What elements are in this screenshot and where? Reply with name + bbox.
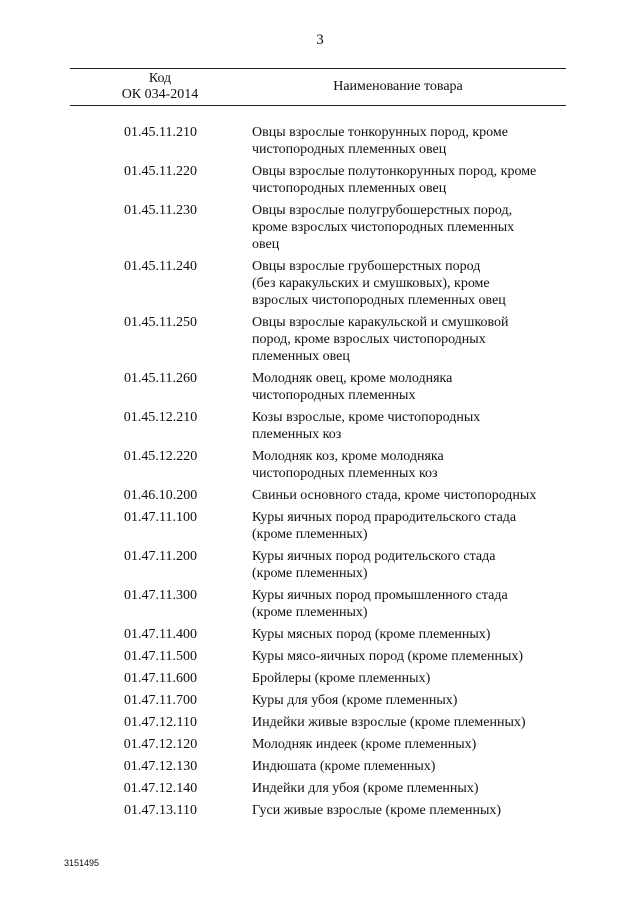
product-code: 01.45.11.220 bbox=[124, 164, 197, 179]
product-code: 01.45.11.230 bbox=[124, 203, 197, 218]
product-code: 01.47.12.130 bbox=[123, 759, 198, 774]
product-name: Куры яичных пород прародительского стада (кроме племенных) bbox=[252, 510, 517, 542]
product-name: Молодняк индеек (кроме племенных) bbox=[252, 737, 477, 752]
code-header-line-2: ОК 034-2014 bbox=[121, 87, 199, 102]
product-name: Молодняк овец, кроме молодняка чистопородных племенных bbox=[252, 371, 453, 403]
product-name: Индюшата (кроме племенных) bbox=[252, 759, 436, 774]
table-row bbox=[70, 314, 566, 365]
table-row bbox=[70, 202, 566, 253]
product-code: 01.45.12.210 bbox=[123, 410, 198, 425]
product-code: 01.47.12.140 bbox=[123, 781, 198, 796]
product-name: Куры мясо-яичных пород (кроме племенных) bbox=[252, 649, 524, 664]
product-code: 01.47.11.600 bbox=[124, 671, 197, 686]
table-body bbox=[70, 106, 566, 819]
product-code: 01.47.11.100 bbox=[124, 510, 197, 525]
product-code-table bbox=[70, 68, 566, 824]
product-code: 01.47.13.110 bbox=[124, 803, 197, 818]
product-code: 01.47.12.120 bbox=[123, 737, 198, 752]
table-row bbox=[70, 714, 566, 731]
product-code: 01.47.11.700 bbox=[124, 693, 197, 708]
table-row bbox=[70, 487, 566, 504]
product-code: 01.47.11.300 bbox=[124, 588, 197, 603]
code-header-line-1: Код bbox=[148, 71, 172, 86]
product-name: Бройлеры (кроме племенных) bbox=[252, 671, 431, 686]
table-row bbox=[70, 780, 566, 797]
product-name: Козы взрослые, кроме чистопородных племенных коз bbox=[252, 410, 481, 442]
table-row bbox=[70, 758, 566, 775]
product-code: 01.47.11.500 bbox=[124, 649, 197, 664]
product-name: Индейки живые взрослые (кроме племенных) bbox=[252, 715, 526, 730]
product-name: Куры мясных пород (кроме племенных) bbox=[252, 627, 491, 642]
table-row bbox=[70, 670, 566, 687]
product-code: 01.45.11.250 bbox=[124, 315, 197, 330]
product-code: 01.47.11.400 bbox=[124, 627, 197, 642]
product-name: Свиньи основного стада, кроме чистопородных bbox=[252, 488, 537, 503]
table-row bbox=[70, 736, 566, 753]
product-code: 01.47.12.110 bbox=[124, 715, 197, 730]
table-row bbox=[70, 163, 566, 197]
product-name: Куры яичных пород промышленного стада (кроме племенных) bbox=[252, 588, 508, 620]
product-name: Куры для убоя (кроме племенных) bbox=[252, 693, 458, 708]
page-number: 3 bbox=[316, 32, 324, 48]
product-name: Овцы взрослые тонкорунных пород, кроме чистопородных племенных овец bbox=[252, 125, 508, 157]
table-row bbox=[70, 448, 566, 482]
product-name: Овцы взрослые полугрубошерстных пород, кроме взрослых чистопородных племенных овец bbox=[252, 203, 515, 252]
name-column-header: Наименование товара bbox=[333, 79, 463, 94]
table-row bbox=[70, 548, 566, 582]
product-code: 01.47.11.200 bbox=[124, 549, 197, 564]
product-name: Овцы взрослые каракульской и смушковой пород, кроме взрослых чистопородных племенных овец bbox=[252, 315, 509, 364]
table-row bbox=[70, 370, 566, 404]
table-row bbox=[70, 587, 566, 621]
table-row bbox=[70, 124, 566, 158]
product-code: 01.46.10.200 bbox=[123, 488, 198, 503]
product-code: 01.45.12.220 bbox=[123, 449, 198, 464]
product-name: Овцы взрослые полутонкорунных пород, кроме чистопородных племенных овец bbox=[252, 164, 537, 196]
product-name: Овцы взрослые грубошерстных пород (без каракульских и смушковых), кроме взрослых чистопородных племенных овец bbox=[252, 259, 506, 308]
table-row bbox=[70, 802, 566, 819]
product-name: Молодняк коз, кроме молодняка чистопородных племенных коз bbox=[252, 449, 444, 481]
table-row bbox=[70, 626, 566, 643]
table-row bbox=[70, 409, 566, 443]
table-row bbox=[70, 648, 566, 665]
code-column-header bbox=[70, 71, 250, 103]
product-name: Индейки для убоя (кроме племенных) bbox=[252, 781, 479, 796]
product-code: 01.45.11.260 bbox=[124, 371, 197, 386]
product-name: Куры яичных пород родительского стада (кроме племенных) bbox=[252, 549, 496, 581]
document-footer-id: 3151495 bbox=[64, 858, 100, 868]
product-code: 01.45.11.240 bbox=[124, 259, 197, 274]
table-row bbox=[70, 258, 566, 309]
table-header bbox=[70, 68, 566, 106]
product-name: Гуси живые взрослые (кроме племенных) bbox=[252, 803, 502, 818]
table-row bbox=[70, 692, 566, 709]
product-code: 01.45.11.210 bbox=[124, 125, 197, 140]
table-row bbox=[70, 509, 566, 543]
